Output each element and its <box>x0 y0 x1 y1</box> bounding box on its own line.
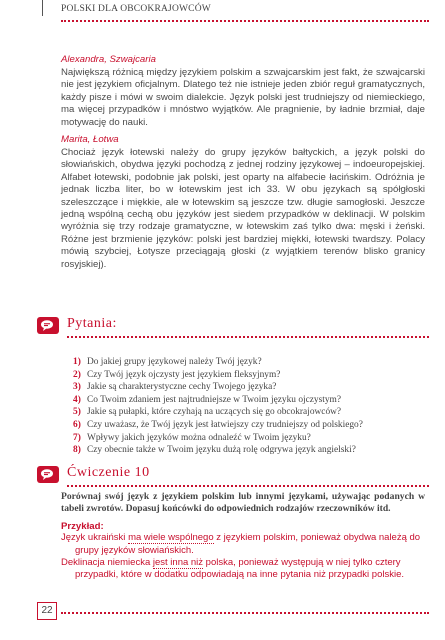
testimonial-author: Marita, Łotwa <box>61 134 119 145</box>
footer-dotted-divider <box>61 612 429 614</box>
question-text: Jakie są charakterystyczne cechy Twojego języka? <box>87 382 277 393</box>
question-text: Jakie są pułapki, które czyhają na uczących się go obcokrajowców? <box>87 407 342 418</box>
question-number: 4) <box>73 394 81 405</box>
question-item <box>73 419 423 432</box>
question-number: 1) <box>73 357 81 367</box>
testimonial-text: Chociaż język łotewski należy do grupy języków bałtyckich, a język polski do słowiańskich, obydwa języki pochodzą z jednej rodziny językowej – indoeuropejskiej. Alfabet łotewski, podobnie jak polski, jest oparty na alfabecie łacińskim. Odróżnia je jednak liczba liter, bo w łotewskim jest ich 33. W obu językach są spółgłoski szeleszczące i miękkie, ale w łotewskim są jeszcze tzw. długie samogłoski. Jeszcze jedną wspólną cechą obu języków jest siedem przypadków w deklinacji. W polskim wyróżnia się trzy rodzaje gramatyczne, w łotewskim zaś tylko dwa: męski i żeński. Różne jest brzmienie języków: polski jest bardziej miękki, łotewski twardszy. Polacy mówią szybciej, Łotysze przeciągają głoski (z wyjątkiem terenów blisko granicy rosyjskiej). <box>61 147 425 270</box>
exercise-body <box>61 491 425 581</box>
exercise-header <box>37 466 429 488</box>
question-number: 5) <box>73 407 81 418</box>
testimonial-author: Alexandra, Szwajcaria <box>61 54 156 65</box>
example-sentence-2 <box>61 557 425 581</box>
header-rule <box>42 0 43 16</box>
exercise-dotted-divider <box>67 485 429 487</box>
question-item <box>73 394 423 407</box>
testimonial-text: Największą różnicą między językiem polskim a szwajcarskim jest fakt, że szwajcarski nie jest językiem oficjalnym. Dlatego też nie istnieje jeden zbiór reguł gramatycznych, każdy pisze i mówi w swoim dialekcie. Język polski jest trudniejszy od niemieckiego, ma więcej przypadków i mnóstwo wyjątków. Ale pragnienie, by ładnie brzmiał, daje motywację do nauki. <box>61 67 425 128</box>
questions-title: Pytania: <box>67 316 117 331</box>
question-item <box>73 444 423 457</box>
testimonial-alexandra <box>61 54 425 129</box>
example-label: Przykład: <box>61 521 104 533</box>
question-number: 8) <box>73 445 81 456</box>
question-item <box>73 406 423 419</box>
example-phrase: ma wiele wspólnego <box>128 532 214 544</box>
question-number: 2) <box>73 369 81 380</box>
header-title: POLSKI DLA OBCOKRAJOWCÓW <box>61 4 211 14</box>
header-dotted-divider <box>61 20 429 22</box>
question-text: Co Twoim zdaniem jest najtrudniejsze w Twoim języku ojczystym? <box>87 394 342 405</box>
example-text: z językiem polskim, ponieważ obydwa należą do grupy języków słowiańskich. <box>75 532 421 556</box>
questions-header <box>37 317 429 339</box>
question-text: Czy uważasz, że Twój język jest łatwiejszy czy trudniejszy od polskiego? <box>87 419 363 430</box>
speech-bubble-icon <box>37 317 59 334</box>
example-text: Deklinacja niemiecka <box>61 556 153 568</box>
questions-dotted-divider <box>67 336 429 338</box>
question-text: Wpływy jakich języków można odnaleźć w Twoim języku? <box>87 432 311 443</box>
exercise-title: Ćwiczenie 10 <box>67 465 150 480</box>
example-sentence-1 <box>61 532 425 556</box>
question-number: 7) <box>73 432 81 443</box>
question-item <box>73 356 423 369</box>
question-number: 3) <box>73 382 81 393</box>
speech-bubble-icon <box>37 466 59 483</box>
question-item <box>73 432 423 445</box>
questions-list <box>73 356 423 457</box>
question-text: Czy Twój język ojczysty jest językiem fleksyjnym? <box>87 369 281 380</box>
question-item <box>73 369 423 382</box>
example-text: Język ukraiński <box>61 532 129 544</box>
question-text: Czy obecnie także w Twoim języku dużą rolę odgrywa język angielski? <box>87 445 356 456</box>
question-number: 6) <box>73 419 81 430</box>
example-text: polska, ponieważ występują w niej tylko cztery przypadki, które w dodatku odpowiadają na inne pytania niż przypadki polskie. <box>75 556 405 581</box>
page-number: 22 <box>37 602 57 620</box>
exercise-instruction: Porównaj swój język z językiem polskim lub innymi językami, używając podanych w tabeli zwrotów. Dopasuj końcówki do odpowiednich rodzajów rzeczowników itd. <box>61 491 425 515</box>
question-text: Do jakiej grupy językowej należy Twój język? <box>87 357 262 367</box>
question-item <box>73 381 423 394</box>
example-phrase: jest inna niż <box>152 556 204 568</box>
page-header <box>0 0 445 46</box>
testimonial-marita <box>61 134 425 271</box>
